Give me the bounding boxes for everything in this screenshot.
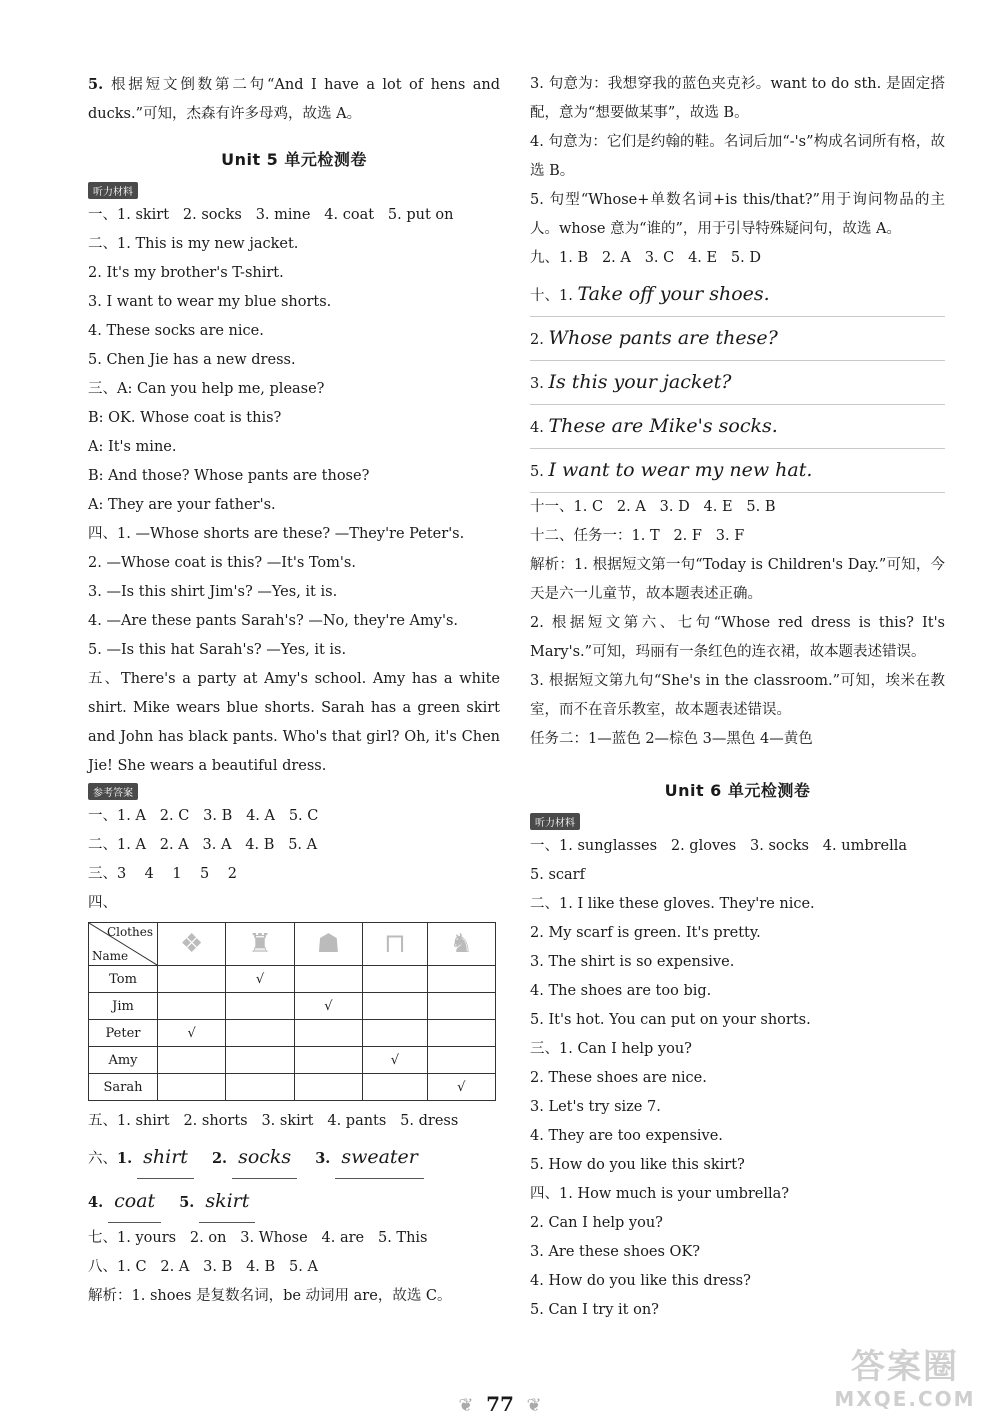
u6-listening-section-2: 二、1. I like these gloves. They're nice. 2. My scarf is green. It's pretty. 3. The shirt is so expensive. 4. The shoes are too big. 5. It's hot. You can put on your shorts.	[530, 896, 815, 1028]
unit5-title: Unit 5 单元检测卷	[221, 150, 367, 169]
answers-section-6-row1: 六、1. shirt 2. socks 3. sweater	[88, 1136, 500, 1180]
clothes-image-4: ⊓	[363, 923, 427, 966]
answers-section-8: 八、1. C 2. A 3. B 4. B 5. A	[88, 1259, 318, 1275]
task-2: 任务二：1—蓝色 2—棕色 3—黑色 4—黄色	[530, 731, 813, 747]
table-row: Peter √	[89, 1020, 496, 1047]
header-name: Name	[92, 949, 129, 963]
watermark-title: 答案圈	[851, 1347, 959, 1387]
page-number: 77	[486, 1392, 514, 1416]
u6-listening-section-4: 四、1. How much is your umbrella? 2. Can I help you? 3. Are these shoes OK? 4. How do you like this dress? 5. Can I try it on?	[530, 1186, 790, 1318]
handwriting-line: 5. I want to wear my new hat.	[530, 449, 945, 493]
listening-section-2: 二、1. This is my new jacket. 2. It's my brother's T-shirt. 3. I want to wear my blue shorts. 4. These socks are nice. 5. Chen Jie has a new dress.	[88, 236, 332, 368]
answers-section-6-row2: 4. coat 5. skirt	[88, 1180, 500, 1224]
watermark-url: MXQE.COM	[834, 1387, 976, 1411]
handwriting-line: 十、1. Take off your shoes.	[530, 273, 945, 317]
unit4-answer-5: 5. 根据短文倒数第二句“And I have a lot of hens and ducks.”可知，杰森有许多母鸡，故选 A。	[88, 76, 500, 122]
listening-material-tag: 听力材料	[88, 182, 138, 199]
right-column	[530, 70, 945, 1325]
section-12-analysis-3: 3. 根据短文第九句“She's in the classroom.”可知，埃米在教室，而不在音乐教室，故本题表述错误。	[530, 673, 945, 718]
answers-section-2: 二、1. A 2. A 3. A 4. B 5. A	[88, 837, 318, 853]
clothes-table	[88, 922, 496, 1101]
table-row: Jim √	[89, 993, 496, 1020]
u6-listening-section-1-item5: 5. scarf	[530, 867, 585, 883]
clothes-image-1: ❖	[158, 923, 226, 966]
u6-listening-section-1: 一、1. sunglasses 2. gloves 3. socks 4. umbrella	[530, 838, 908, 854]
watermark	[830, 1347, 980, 1417]
answers-section-7: 七、1. yours 2. on 3. Whose 4. are 5. This	[88, 1230, 428, 1246]
answers-section-12: 十二、任务一：1. T 2. F 3. F	[530, 528, 745, 544]
clothes-image-2: ♜	[226, 923, 294, 966]
table-header-diagonal	[89, 923, 158, 966]
table-row: Tom √	[89, 966, 496, 993]
table-row: Amy √	[89, 1047, 496, 1074]
unit6-title: Unit 6 单元检测卷	[664, 781, 811, 800]
listening-material-tag: 听力材料	[530, 813, 580, 830]
answers-section-3: 三、3 4 1 5 2	[88, 866, 237, 882]
answers-section-8-analysis: 解析：1. shoes 是复数名词，be 动词用 are，故选 C。	[88, 1288, 452, 1304]
answers-section-9: 九、1. B 2. A 3. C 4. E 5. D	[530, 250, 761, 266]
handwriting-line: 3. Is this your jacket?	[530, 361, 945, 405]
analysis-item-3: 3. 句意为：我想穿我的蓝色夹克衫。want to do sth. 是固定搭配，意为“想要做某事”，故选 B。	[530, 76, 945, 121]
answers-section-5: 五、1. shirt 2. shorts 3. skirt 4. pants 5. dress	[88, 1113, 459, 1129]
listening-section-3: 三、A: Can you help me, please? B: OK. Whose coat is this? A: It's mine. B: And those? Whose pants are those? A: They are your father's.	[88, 381, 370, 513]
listening-section-4: 四、1. —Whose shorts are these? —They're Peter's. 2. —Whose coat is this? —It's Tom's. 3. —Is this shirt Jim's? —Yes, it is. 4. —Are these pants Sarah's? —No, they're Amy's. 5. —Is this hat Sarah's? —Yes, it is.	[88, 526, 465, 658]
answers-section-11: 十一、1. C 2. A 3. D 4. E 5. B	[530, 499, 776, 515]
handwriting-line: 4. These are Mike's socks.	[530, 405, 945, 449]
leaf-ornament-icon: ❦	[458, 1395, 474, 1416]
clothes-image-5: ♞	[427, 923, 495, 966]
section-12-analysis-2: 2. 根据短文第六、七句“Whose red dress is this? It's Mary's.”可知，玛丽有一条红色的连衣裙，故本题表述错误。	[530, 615, 945, 660]
listening-section-5: 五、There's a party at Amy's school. Amy has a white shirt. Mike wears blue shorts. Sarah has a green skirt and John has black pants. Who's that girl? Oh, it's Chen Jie! She wears a beautiful dress.	[88, 671, 500, 774]
u6-listening-section-3: 三、1. Can I help you? 2. These shoes are nice. 3. Let's try size 7. 4. They are too expensive. 5. How do you like this skirt?	[530, 1041, 745, 1173]
table-row: Sarah √	[89, 1074, 496, 1101]
answers-section-1: 一、1. A 2. C 3. B 4. A 5. C	[88, 808, 319, 824]
leaf-ornament-icon: ❦	[526, 1395, 542, 1416]
handwriting-line: 2. Whose pants are these?	[530, 317, 945, 361]
listening-section-1: 一、1. skirt 2. socks 3. mine 4. coat 5. put on	[88, 207, 454, 223]
header-clothes: Clothes	[106, 925, 153, 939]
answers-section-10	[530, 273, 945, 493]
analysis-item-5: 5. 句型“Whose+单数名词+is this/that?”用于询问物品的主人。whose 意为“谁的”，用于引导特殊疑问句，故选 A。	[530, 192, 945, 237]
left-column	[88, 70, 500, 1311]
analysis-item-4: 4. 句意为：它们是约翰的鞋。名词后加“-'s”构成名词所有格，故选 B。	[530, 134, 945, 179]
clothes-image-3: ☗	[294, 923, 362, 966]
answers-section-4-label: 四、	[88, 895, 117, 911]
section-12-analysis-1: 解析：1. 根据短文第一句“Today is Children's Day.”可知，今天是六一儿童节，故本题表述正确。	[530, 557, 945, 602]
reference-answers-tag: 参考答案	[88, 783, 138, 800]
